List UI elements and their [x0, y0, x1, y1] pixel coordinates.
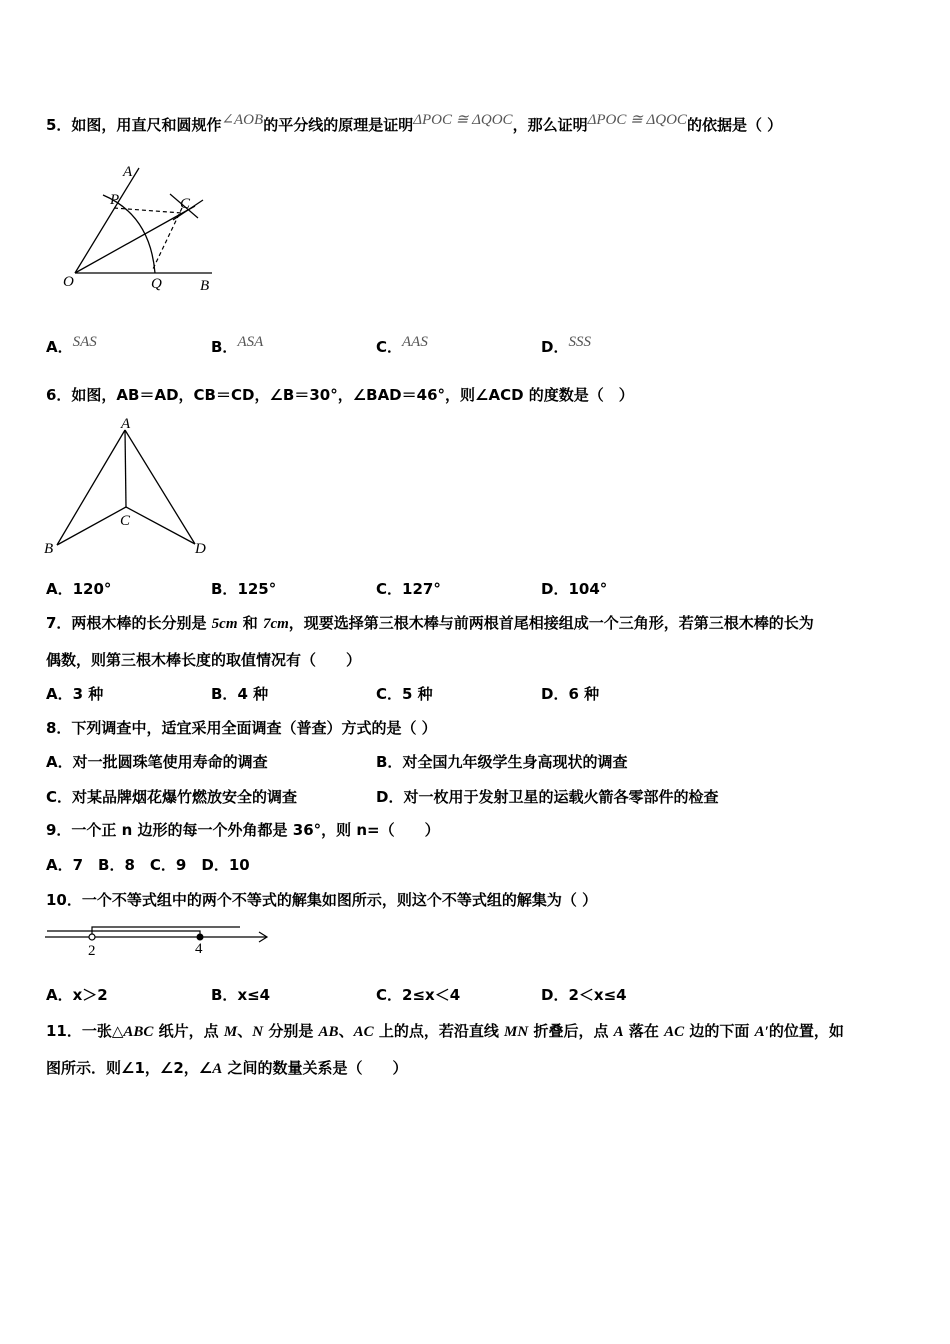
q5-label-o: O — [63, 274, 74, 290]
q5-option-d[interactable]: D．SSS — [541, 334, 591, 356]
q6-label-d: D — [195, 541, 206, 557]
q5-figure — [55, 160, 225, 300]
q10-tick-4: 4 — [195, 941, 203, 957]
q5-stem: 5．如图，用直尺和圆规作∠AOB的平分线的原理是证明ΔPOC ≅ ΔQOC，那么证明ΔPOC ≅ ΔQOC的依据是（ ） — [46, 112, 783, 134]
q7-stem-line2: 偶数，则第三根木棒长度的取值情况有（ ） — [46, 651, 362, 669]
q7-option-c[interactable]: C．5 种 — [376, 685, 433, 703]
q5-label-q: Q — [151, 276, 162, 292]
q6-stem: 6．如图，AB＝AD，CB＝CD，∠B＝30°，∠BAD＝46°，则∠ACD 的度数是（ ） — [46, 386, 634, 404]
q8-option-b[interactable]: B．对全国九年级学生身高现状的调查 — [376, 753, 628, 771]
q6-label-b: B — [44, 541, 54, 557]
q11-stem-line1: 11．一张△ABC 纸片，点 M、N 分别是 AB、AC 上的点，若沿直线 MN 折叠后，点 A 落在 AC 边的下面 A′的位置，如 — [46, 1022, 844, 1040]
q8-option-a[interactable]: A．对一批圆珠笔使用寿命的调查 — [46, 753, 268, 771]
q8-option-c[interactable]: C．对某品牌烟花爆竹燃放安全的调查 — [46, 788, 298, 806]
q10-stem: 10．一个不等式组中的两个不等式的解集如图所示，则这个不等式组的解集为（ ） — [46, 891, 598, 909]
q5-label-p: P — [110, 192, 120, 208]
q5-label-b: B — [200, 278, 210, 294]
q6-option-a[interactable]: A．120° — [46, 580, 112, 598]
q7-option-d[interactable]: D．6 种 — [541, 685, 600, 703]
q6-label-a: A — [121, 416, 131, 432]
q9-stem: 9．一个正 n 边形的每一个外角都是 36°，则 n=（ ） — [46, 821, 440, 839]
q7-stem-line1: 7．两根木棒的长分别是 5cm 和 7cm，现要选择第三根木棒与前两根首尾相接组成一个三角形，若第三根木棒的长为 — [46, 614, 814, 632]
q10-option-d[interactable]: D．2＜x≤4 — [541, 986, 627, 1004]
q5-label-a: A — [123, 164, 133, 180]
q5-label-c: C — [180, 196, 191, 212]
q5-math-congruence-2: ΔPOC ≅ ΔQOC — [587, 112, 687, 128]
q5-math-angle-aob: ∠AOB — [221, 112, 264, 128]
q9-options[interactable]: A．7 B．8 C．9 D．10 — [46, 856, 250, 874]
q11-stem-line2: 图所示．则∠1，∠2，∠A 之间的数量关系是（ ） — [46, 1059, 408, 1077]
q10-option-c[interactable]: C．2≤x＜4 — [376, 986, 461, 1004]
q5-option-b[interactable]: B．ASA — [211, 334, 264, 356]
q7-option-b[interactable]: B．4 种 — [211, 685, 269, 703]
q6-option-d[interactable]: D．104° — [541, 580, 608, 598]
q8-stem: 8．下列调查中，适宜采用全面调查（普查）方式的是（ ） — [46, 719, 437, 737]
q5-option-c[interactable]: C．AAS — [376, 334, 428, 356]
q5-option-a[interactable]: A．SAS — [46, 334, 97, 356]
q10-number-line — [40, 922, 280, 962]
q7-option-a[interactable]: A．3 种 — [46, 685, 104, 703]
q6-option-b[interactable]: B．125° — [211, 580, 277, 598]
q6-figure — [40, 412, 220, 562]
q10-option-a[interactable]: A．x＞2 — [46, 986, 108, 1004]
q10-tick-2: 2 — [88, 943, 96, 959]
q10-option-b[interactable]: B．x≤4 — [211, 986, 271, 1004]
q6-option-c[interactable]: C．127° — [376, 580, 441, 598]
q6-label-c: C — [120, 513, 131, 529]
q5-math-congruence-1: ΔPOC ≅ ΔQOC — [413, 112, 513, 128]
q8-option-d[interactable]: D．对一枚用于发射卫星的运载火箭各零部件的检查 — [376, 788, 719, 806]
